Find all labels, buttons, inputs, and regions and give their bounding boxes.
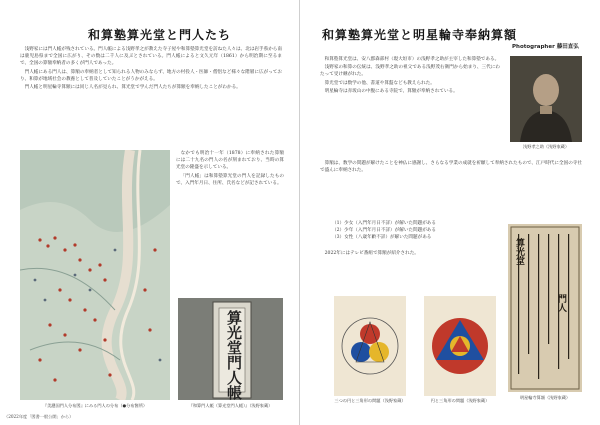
problem-diagram-1 bbox=[334, 296, 406, 396]
right-title: 和算塾算光堂と明星輪寺奉納算額 bbox=[322, 28, 518, 42]
right-paragraph: 2022年にはテレビ番組で算額が紹介された。 bbox=[324, 251, 419, 256]
problem-item: （2）少年（入門年月日不詳）が解いた問題がある bbox=[332, 228, 436, 234]
left-paragraph: 浅野家には門人帳が残されている。門人帳による浅野孝之が教えた寺子屋や和算塾算光堂を訪ねた人々は、北は岩手県から南は鹿児島県まで全国に広がり、その数は二千人に及ぶとされている。門人帳によると文久元年（1861）から明治期に至るまで、全国の算額奉納者の多くが門人であった。 bbox=[20, 47, 282, 67]
portrait-caption: 浅野孝之助（浅野家蔵） bbox=[522, 144, 570, 149]
left-paragraph: 門人帳にある門人は、算額の奉納者として知られる人物のみならず、地方の村役人・医師・僧侶など様々な階層に広がっており、和算が地域社会の教養として普及していたことがうかがえる。 bbox=[20, 69, 282, 82]
portrait-photo bbox=[510, 56, 582, 142]
sangaku-text-2: 門人 bbox=[556, 294, 566, 312]
problem-list bbox=[332, 220, 492, 248]
diagram-2-caption: 円と三角形の問題（浅野家蔵） bbox=[430, 398, 490, 403]
map-illustration bbox=[20, 150, 170, 400]
diagram-2-illustration bbox=[424, 296, 496, 396]
problem-item: （3）女性（八歳年齢不詳）が解いた問題がある bbox=[332, 235, 432, 241]
left-paragraph: 「門人帳」は和算塾算光堂の門人を記録したもので、入門年月日、住所、氏名などが記されている。 bbox=[176, 173, 284, 186]
sangaku-plaque-image bbox=[508, 224, 582, 392]
right-intro-text bbox=[320, 56, 500, 156]
right-paragraph: 明星輪寺は赤坂山の中腹にある寺院で、算額が奉納されている。 bbox=[324, 88, 458, 94]
left-title: 和算塾算光堂と門人たち bbox=[88, 28, 232, 42]
book-caption: 『和算門人帳（算光堂門人帳）』（浅野家蔵） bbox=[188, 403, 273, 408]
footer-note: （2022年度「図書一般公開」から） bbox=[4, 414, 74, 419]
right-page bbox=[300, 0, 600, 425]
right-paragraph: 和算塾算光堂は、安八郡森部村（現大垣市）の浅野孝之助が主宰した和算塾である。 bbox=[324, 57, 500, 62]
left-intro-text bbox=[20, 46, 282, 144]
disciple-map-image bbox=[20, 150, 170, 400]
problem-item: （1）少女（入門年月日不詳）が解いた問題がある bbox=[332, 221, 436, 226]
right-paragraph: 算額は、数学の問題が解けたことを神仏に感謝し、さらなる学業の成就を祈願して奉納されたもので、江戸時代に全国の寺社で盛んに奉納された。 bbox=[320, 161, 582, 174]
diagram-1-caption: 三つの円と三角形の問題（浅野家蔵） bbox=[334, 398, 406, 403]
right-end-text bbox=[320, 250, 500, 290]
right-paragraph: 浅野家の和算の伝統は、浅野孝之助の祖父である浅野茂右衛門から始まり、三代にわたって受け継がれた。 bbox=[320, 65, 500, 78]
problem-diagram-2 bbox=[424, 296, 496, 396]
book-label: 算光堂門人帳 bbox=[225, 310, 243, 400]
portrait-illustration bbox=[510, 56, 582, 142]
right-paragraph: 算光堂では数学の他、書道や算盤なども教えられた。 bbox=[324, 80, 435, 86]
right-mid-text bbox=[320, 160, 582, 218]
disciple-book-image bbox=[178, 298, 283, 400]
map-caption: 『美濃国門人分布図』にみる門人の分布（●分布箇所） bbox=[42, 403, 148, 408]
left-paragraph: 門人帳と明星輪寺算額には同じ人名が見られ、算光堂で学んだ門人たちが算額を奉納したことがわかる。 bbox=[24, 85, 241, 91]
left-paragraph: なかでも明治十一年（1878）に奉納された算額には二十九名の門人の名が刻まれており、当時の算光堂の隆盛を示している。 bbox=[176, 151, 284, 171]
left-side-text bbox=[176, 150, 284, 292]
photographer-credit: Photographer 藤田直弘 bbox=[512, 44, 579, 50]
sangaku-caption: 明星輪寺算額（浅野家蔵） bbox=[519, 395, 571, 400]
diagram-1-illustration bbox=[334, 296, 406, 396]
sangaku-text-1: 算光堂 bbox=[514, 238, 524, 265]
